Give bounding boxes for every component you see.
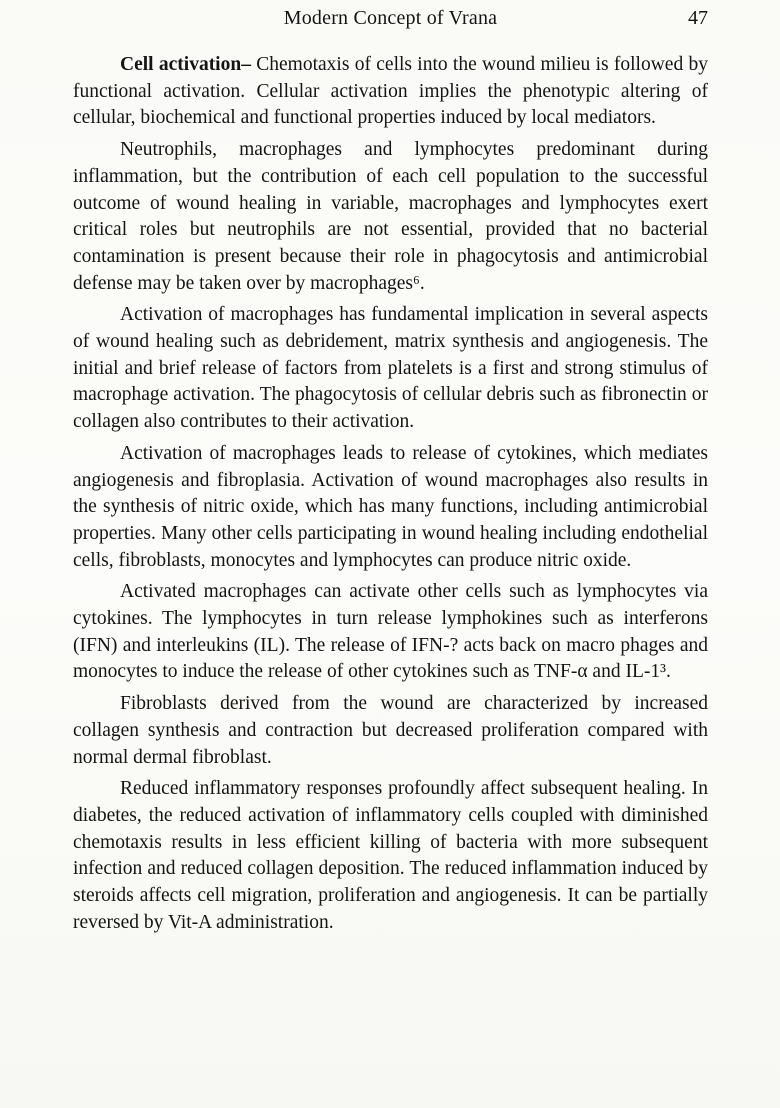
page-header (73, 5, 708, 31)
paragraph-lead: Cell activation– (120, 54, 251, 75)
page-number: 47 (688, 7, 708, 29)
page-body (73, 52, 708, 937)
paragraph: Reduced inflammatory responses profoundly affect subsequent healing. In diabetes, the reduced activation of inflammatory cells coupled with diminished chemotaxis results in less efficient killing of bacteria with more subsequent infection and reduced collagen deposition. The reduced inflammation induced by steroids affects cell migration, proliferation and angiogenesis. It can be partially reversed by Vit-A administration. (73, 778, 708, 933)
paragraph: Fibroblasts derived from the wound are characterized by increased collagen synthesis and contraction but decreased proliferation compared with normal dermal fibroblast. (73, 693, 708, 768)
paragraph: Activation of macrophages leads to release of cytokines, which mediates angiogenesis and fibroplasia. Activation of wound macrophages also results in the synthesis of nitric oxide, which has many functions, including antimicrobial properties. Many other cells participating in wound healing including endothelial cells, fibroblasts, monocytes and lymphocytes can produce nitric oxide. (73, 442, 708, 571)
paragraph: Neutrophils, macrophages and lymphocytes predominant during inflammation, but the contribution of each cell population to the successful outcome of wound healing in variable, macrophages and lymphocytes exert critical roles but neutrophils are not essential, provided that no bacterial contamination is present because their role in phagocytosis and antimicrobial defense may be taken over by macrophages⁶. (73, 139, 708, 294)
running-title: Modern Concept of Vrana (283, 7, 498, 29)
paragraph: Activated macrophages can activate other cells such as lymphocytes via cytokines. The lymphocytes in turn release lymphokines such as interferons (IFN) and interleukins (IL). The release of IFN-? acts back on macro phages and monocytes to induce the release of other cytokines such as TNF-α and IL-1³. (73, 581, 708, 683)
paragraph: Cell activation– Chemotaxis of cells into the wound milieu is followed by functional activation. Cellular activation implies the phenotypic altering of cellular, biochemical and functional properties induced by local mediators. (73, 54, 708, 129)
paragraph: Activation of macrophages has fundamental implication in several aspects of wound healing such as debridement, matrix synthesis and angiogenesis. The initial and brief release of factors from platelets is a first and strong stimulus of macrophage activation. The phagocytosis of cellular debris such as fibronectin or collagen also contributes to their activation. (73, 304, 708, 433)
